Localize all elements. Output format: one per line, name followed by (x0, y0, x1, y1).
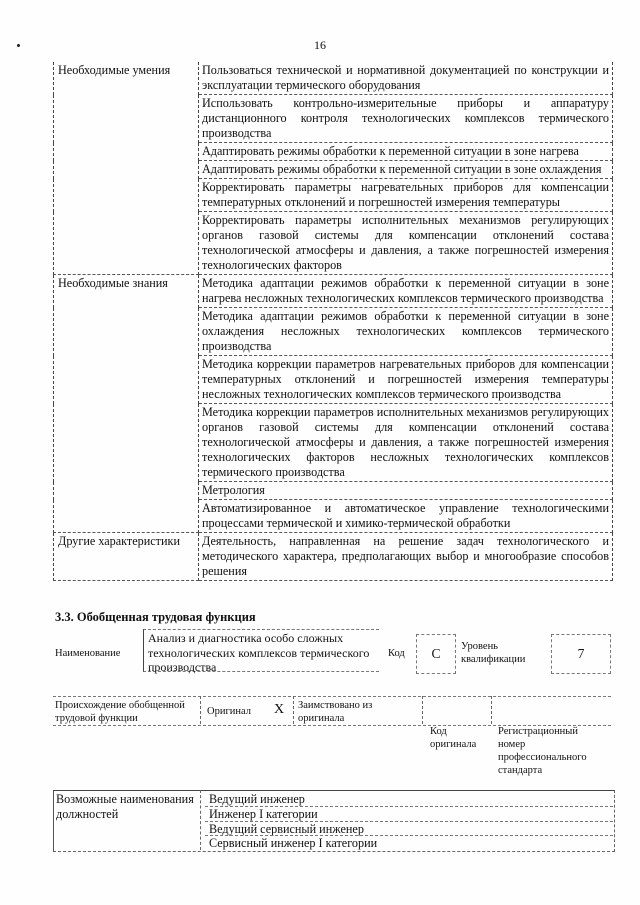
table-row (54, 404, 613, 482)
position-item: Ведущий сервисный инженер (209, 822, 364, 836)
name-label: Наименование (55, 648, 121, 659)
knowledge-item: Методика коррекции параметров нагревательных приборов для компенсации температурных отклонений и погрешностей измерения температуры несложных технологических комплексов термического производства (199, 356, 613, 404)
skills-label: Необходимые умения (54, 62, 199, 95)
skill-item: Корректировать параметры исполнительных механизмов регулирующих органов газовой системы для компенсации отклонений состава технологической атмосферы и давления, а также погрешностей измерения технологических факторов (199, 212, 613, 275)
code-original-label: Код оригинала (430, 726, 477, 750)
position-item: Сервисный инженер I категории (209, 836, 378, 850)
origin-label: Происхождение обобщенной трудовой функции (55, 700, 185, 724)
table-row (54, 308, 613, 356)
table-row (54, 143, 613, 161)
level-label: Уровень квалификации (461, 641, 526, 665)
skill-item: Пользоваться технической и нормативной документацией по конструкции и эксплуатации термического оборудования (199, 62, 613, 95)
other-text: Деятельность, направленная на решение задач технологического и методического характера, предполагающих выбор и многообразие способов решения (199, 533, 613, 581)
positions-label: Возможные наименования должностей (56, 792, 194, 821)
table-row (54, 482, 613, 500)
table-row (54, 62, 613, 95)
code-field: C (416, 634, 456, 674)
skill-item: Использовать контрольно-измерительные приборы и аппаратуру дистанционного контроля технологических комплексов термического производства (199, 95, 613, 143)
skill-item: Адаптировать режимы обработки к переменной ситуации в зоне охлаждения (199, 161, 613, 179)
skill-item: Корректировать параметры нагревательных приборов для компенсации температурных отклонений и погрешностей измерения температуры (199, 179, 613, 212)
table-row (54, 500, 613, 533)
requirements-table (53, 62, 613, 581)
section-title: 3.3. Обобщенная трудовая функция (55, 610, 256, 624)
page-number: 16 (314, 38, 326, 52)
table-row (54, 179, 613, 212)
code-label: Код (388, 648, 405, 659)
knowledge-label: Необходимые знания (54, 275, 199, 308)
other-label: Другие характеристики (54, 533, 199, 581)
function-name-field: Анализ и диагностика особо сложных технологических комплексов термического производства (143, 629, 379, 672)
reg-number-label: Регистрационный номер профессионального стандарта (498, 726, 587, 776)
knowledge-item: Методика адаптации режимов обработки к переменной ситуации в зоне нагрева несложных технологических комплексов термического производства (199, 275, 613, 308)
borrowed-label: Заимствовано из оригинала (298, 700, 373, 724)
table-row (54, 533, 613, 581)
skill-item: Адаптировать режимы обработки к переменной ситуации в зоне нагрева (199, 143, 613, 161)
knowledge-item: Автоматизированное и автоматическое управление технологическими процессами термической и химико-термической обработки (199, 500, 613, 533)
table-row (54, 212, 613, 275)
knowledge-item: Методика адаптации режимов обработки к переменной ситуации в зоне охлаждения несложных технологических комплексов термического производства (199, 308, 613, 356)
table-row (54, 275, 613, 308)
table-row (54, 161, 613, 179)
knowledge-item: Методика коррекции параметров исполнительных механизмов регулирующих органов газовой системы для компенсации отклонений состава технологической атмосферы и давления, а также погрешностей измерения технологических факторов несложных технологических комплексов термического производства (199, 404, 613, 482)
original-mark: X (274, 702, 285, 717)
position-item: Инженер I категории (209, 807, 318, 821)
original-label: Оригинал (207, 706, 251, 717)
level-field: 7 (551, 634, 611, 674)
table-row (54, 356, 613, 404)
table-row (54, 95, 613, 143)
knowledge-item: Метрология (199, 482, 613, 500)
position-item: Ведущий инженер (209, 792, 305, 806)
